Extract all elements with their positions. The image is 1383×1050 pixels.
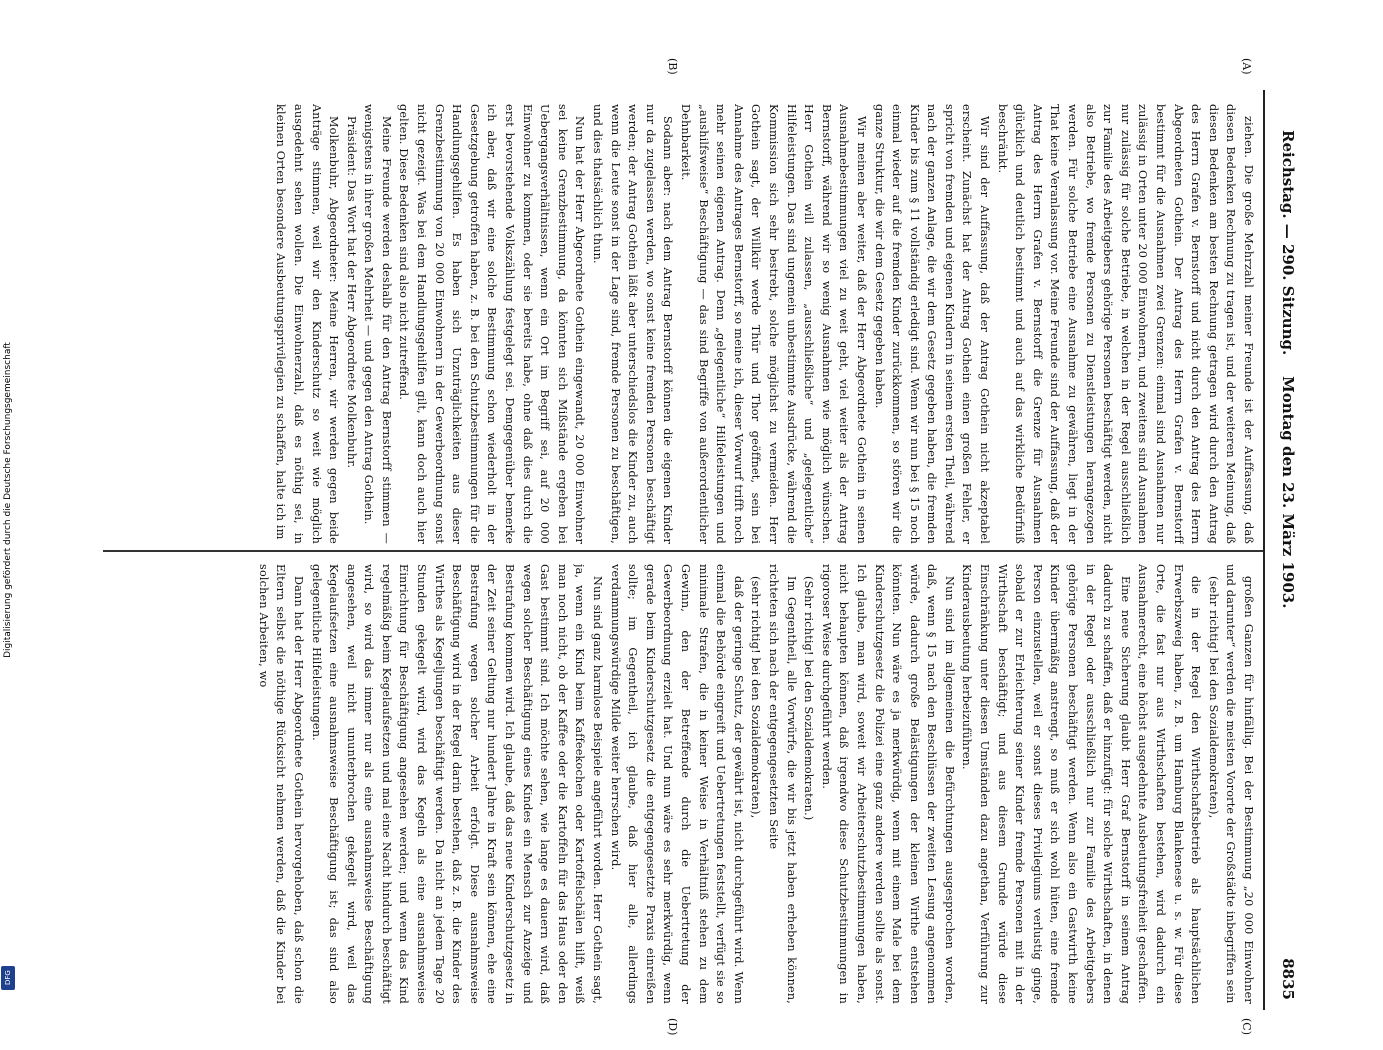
paragraph: die in der Regel den Wirthschaftsbetrieb als hauptsächlichen Erwerbszweig haben, z. B. um Hamburg Blankenese u. s. w. Für diese Orte, die fast nur aus Wirthschaften bestehen, wird dadurch ein Ausnahmerecht, eine höchst ausgedehnte Ausbeutungsfreiheit geschaffen. — [1136, 564, 1203, 1004]
paragraph: Molkenbuhr, Abgeordneter: Meine Herren, wir werden gegen beide Anträge stimmen, weil wir den Kinderschutz so weit wie möglich ausgedehnt sehen wollen. Die Einwohnerzahl, daß es nöthig sei, in kleinen Orten besondere Ausbeutungsprivilegien zu schaffen, halte ich im — [274, 104, 341, 544]
paragraph: Nun hat der Herr Abgeordnete Gothein eingewandt, 20 000 Einwohner sei keine Grenzbestimmung, da könnten sich Mißstände ergeben bei Uebergangsverhältnissen, wenn ein Ort im Begriff sei, auf 20 000 Einwohner zu kommen, oder sie bereits habe, ohne daß dies durch die erst bevorstehende Volkszählung festgelegt sei. Demgegenüber bemerke ich aber, daß wir eine solche Bestimmung schon wiederholt in der Gesetzgebung getroffen haben, z. B. bei den Schutzbestimmungen für die Handlungsgehilfen. Es haben sich Unzuträglichkeiten aus dieser Grenzbestimmung von 20 000 Einwohnern in der Gewerbeordnung sonst nicht gezeigt. Was bei dem Handlungsgehilfen gilt, kann doch auch hier gelten. Diese Bedenken sind also nicht zutreffend. — [397, 104, 587, 544]
header-session: Reichstag. — 290. Sitzung. — [1279, 130, 1297, 356]
document-page — [65, 50, 1305, 1050]
margin-marker-c: (C) — [1240, 1018, 1253, 1035]
page-header — [1263, 90, 1305, 1010]
paragraph: Meine Freunde werden deshalb für den Antrag Bernstorff stimmen — wenigstens in ihrer großen Mehrheit — und gegen den Antrag Gothein. — [362, 104, 393, 544]
funding-note: Digitalisierung gefördert durch die Deutsche Forschungsgemeinschaft — [3, 342, 13, 658]
header-left — [1279, 130, 1297, 608]
paragraph: Wir sind der Auffassung, daß der Antrag Gothein nicht akzeptabel erscheint. Zunächst hat der Antrag Gothein einen großen Fehler, er spricht von fremden und eigenen Kindern in seinem ersten Theil, während nach der ganzen Anlage, die wir dem Gesetz gegeben haben, die fremden Kinder bis zum § 11 vollständig erledigt sind. Wenn wir nun bei § 15 noch einmal wieder auf die fremden Kinder zurückkommen, so stören wir die ganze Struktur, die wir dem Gesetz gegeben haben. — [872, 104, 992, 544]
paragraph: Präsident: Das Wort hat der Herr Abgeordnete Molkenbuhr. — [344, 116, 358, 469]
paragraph: Wir meinen aber weiter, daß der Herr Abgeordnete Gothein in seinen Ausnahmebestimmungen viel zu weit geht, viel weiter als der Antrag Bernstorff, während wir so wenig Ausnahmen wie möglich wünschen. Herr Gothein will zulassen, „ausschließliche“ und „gelegentliche“ Hilfeleistungen. Das sind ungemein unbestimmte Ausdrücke, während die Kommission sich sehr bestrebt, solche möglichst zu vermeiden. Herr Gothein sagt, der Willkür werde Thür und Thor geöffnet, sein bei Annahme des Antrages Bernstorff, so meine ich, dieser Vorwurf trifft noch mehr seinen eigenen Antrag. Denn „gelegentliche“ Hilfeleistungen und „aushilfsweise“ Beschäftigung — das sind Begriffe von außerordentlicher Dehnbarkeit. — [679, 104, 868, 544]
dfg-logo: DFG — [1, 966, 15, 990]
margin-marker-a: (A) — [1240, 58, 1253, 75]
paragraph: daß der geringe Schutz, der gewährt ist, nicht durchgeführt wird. Wenn einmal die Behörde eingreift und Uebertretungen feststellt, verfügt sie so minimale Strafen, die in keiner Weise in Verhältniß stehen zu dem Gewinn, den der Betreffende durch die Uebertretung der Gewerbeordnung erzielt hat. Und nun wäre es sehr merkwürdig, wenn gerade beim Kinderschutzgesetz die entgegengesetzte Praxis einreißen sollte; im Gegentheil, ich glaube, daß hier alle, allerdings verdammungswürdige Milde weiter herrschen wird. — [608, 564, 745, 1004]
paragraph: (sehr richtig! bei den Sozialdemokraten), — [749, 576, 763, 819]
paragraph: großen Ganzen für hinfällig. Bei der Bestimmung „20 000 Einwohner und darunter“ werden die meisten Vororte der Großstädte inbegriffen sein — [1224, 564, 1255, 1004]
margin-marker-b: (B) — [666, 58, 679, 75]
paragraph: Eine neue Sicherung glaubt Herr Graf Bernstorff in seinem Antrag dadurch zu schaffen, daß er hinzufügt: für solche Wirthschaften, in denen in der Regel oder ausschließlich nur zur Familie des Arbeitgebers gehörige Personen beschäftigt werden. Wenn also ein Gastwirth keine Kinder übermäßig anstrengt, so muß er sich wohl hüten, eine fremde Person einzustellen, weil er sonst dieses Privilegiums verlustig ginge, sobald er zur Erleichterung seiner Kinder fremde Personen mit in der Wirthschaft beschäftigt; und aus diesem Grunde würde diese Einschränkung unter diesen Umständen dazu angethan, Verführung zur Kinderausbeutung herbeizuführen. — [960, 564, 1132, 1004]
paragraph: (Sehr richtig! bei den Sozialdemokraten.) — [802, 576, 816, 821]
funding-strip — [0, 0, 16, 1000]
page-number: 8835 — [1279, 958, 1297, 1000]
paragraph: ziehen. Die große Mehrzahl meiner Freunde ist der Auffassung, daß diesen Bedenken Rechnung zu tragen ist, und der weiteren Meinung, daß diesen Bedenken am besten Rechnung getragen wird durch den Antrag des Herrn Grafen v. Bernstorff und nicht durch den Antrag des Herrn Abgeordneten Gothein. Der Antrag des Herrn Grafen v. Bernstorff bestimmt für die Ausnahmen zwei Grenzen: einmal sind Ausnahmen nur zulässig in Orten unter 20 000 Einwohnern, und zweitens sind Ausnahmen nur zulässig für solche Betriebe, in welchen in der Regel ausschließlich zur Familie des Arbeitgebers gehörige Personen beschäftigt werden, nicht also Betriebe, wo fremde Personen zu Dienstleistungen herangezogen werden. Für solche Betriebe eine Ausnahme zu gewähren, liegt in der That keine Veranlassung vor. Meine Freunde sind der Auffassung, daß der Antrag des Herrn Grafen v. Bernstorff die Grenze für Ausnahmen glücklich und deutlich bestimmt und auch auf das wirkliche Bedürfniß beschränkt. — [995, 104, 1255, 544]
paragraph: Nun sind im allgemeinen die Befürchtungen ausgesprochen worden, daß, wenn § 15 nach den Beschlüssen der zweiten Lesung angenommen würde, dadurch große Belästigungen der kleinen Wirthe entstehen könnten. Nun wäre es ja merkwürdig, wenn mit einem Male bei dem Kinderschutzgesetz die Polizei eine ganz andere werden sollte als sonst. Ich glaube, man wird, soweit wir Arbeiterschutzbestimmungen haben, nicht behaupten können, daß irgendwo diese Schutzbestimmungen in rigoroser Weise durchgeführt werden. — [819, 564, 956, 1004]
paragraph: Dann hat der Herr Abgeordnete Gothein hervorgehoben, daß schon die Eltern selbst die nöthige Rücksicht nehmen werden, daß die Kinder bei solchen Arbeiten, wo — [256, 564, 305, 1004]
header-date: Montag den 23. März 1903. — [1279, 376, 1297, 609]
column-divider — [103, 550, 1263, 552]
paragraph: Im Gegentheil, alle Vorwürfe, die wir bis jetzt haben erheben können, richteten sich nach der entgegengesetzten Seite — [766, 564, 798, 1004]
paragraph: (sehr richtig! bei den Sozialdemokraten), — [1206, 576, 1220, 819]
paragraph: Sodann aber: nach dem Antrag Bernstorff können die eigenen Kinder nur da zugelassen werden, wo sonst keine fremden Personen beschäftigt werden; der Antrag Gothein läßt aber unterschiedslos die Kinder zu, auch wenn die Leute sonst in der Lage sind, fremde Personen zu beschäftigen, und dies thatsächlich thun. — [591, 104, 675, 544]
paragraph: Nun sind ganz harmlose Beispiele angeführt worden. Herr Gothein sagt, ja, wenn ein Kind beim Kaffeekochen oder Kartoffelschälen hilft, weiß man noch nicht, ob der Kaffee oder die Kartoffeln für das Haus oder den Gast bestimmt sind. Ich möchte sehen, wie lange es dauern wird, daß wegen solcher Beschäftigung eines Kindes ein Mensch zur Anzeige und Bestrafung kommen wird. Ich glaube, daß das neue Kinderschutzgesetz in der Zeit seiner Geltung nur hundert Jahre in Kraft sein können, ehe eine Bestrafung wegen solcher Arbeit erfolgt. Diese ausnahmsweise Beschäftigung wird in der Regel darin bestehen, daß z. B. die Kinder des Wirthes als Kegeljungen beschäftigt werden. Da nicht an jedem Tage 20 Stunden gekegelt wird, wird das Kegeln als eine ausnahmsweise Einrichtung für Beschäftigung angesehen werden; und wenn das Kind regelmäßig beim Kegelaufsetzen und mal eine Nacht hindurch beschäftigt wird, so wird das immer nur als eine ausnahmsweise Beschäftigung angesehen, weil nicht ununterbrochen gekegelt wird, weil das Kegelaufsetzen eine ausnahmsweise Beschäftigung ist; das sind also gelegentliche Hilfeleistungen. — [309, 564, 605, 1004]
margin-marker-d: (D) — [666, 1018, 679, 1036]
right-column — [97, 564, 1257, 1004]
left-column — [97, 104, 1257, 544]
